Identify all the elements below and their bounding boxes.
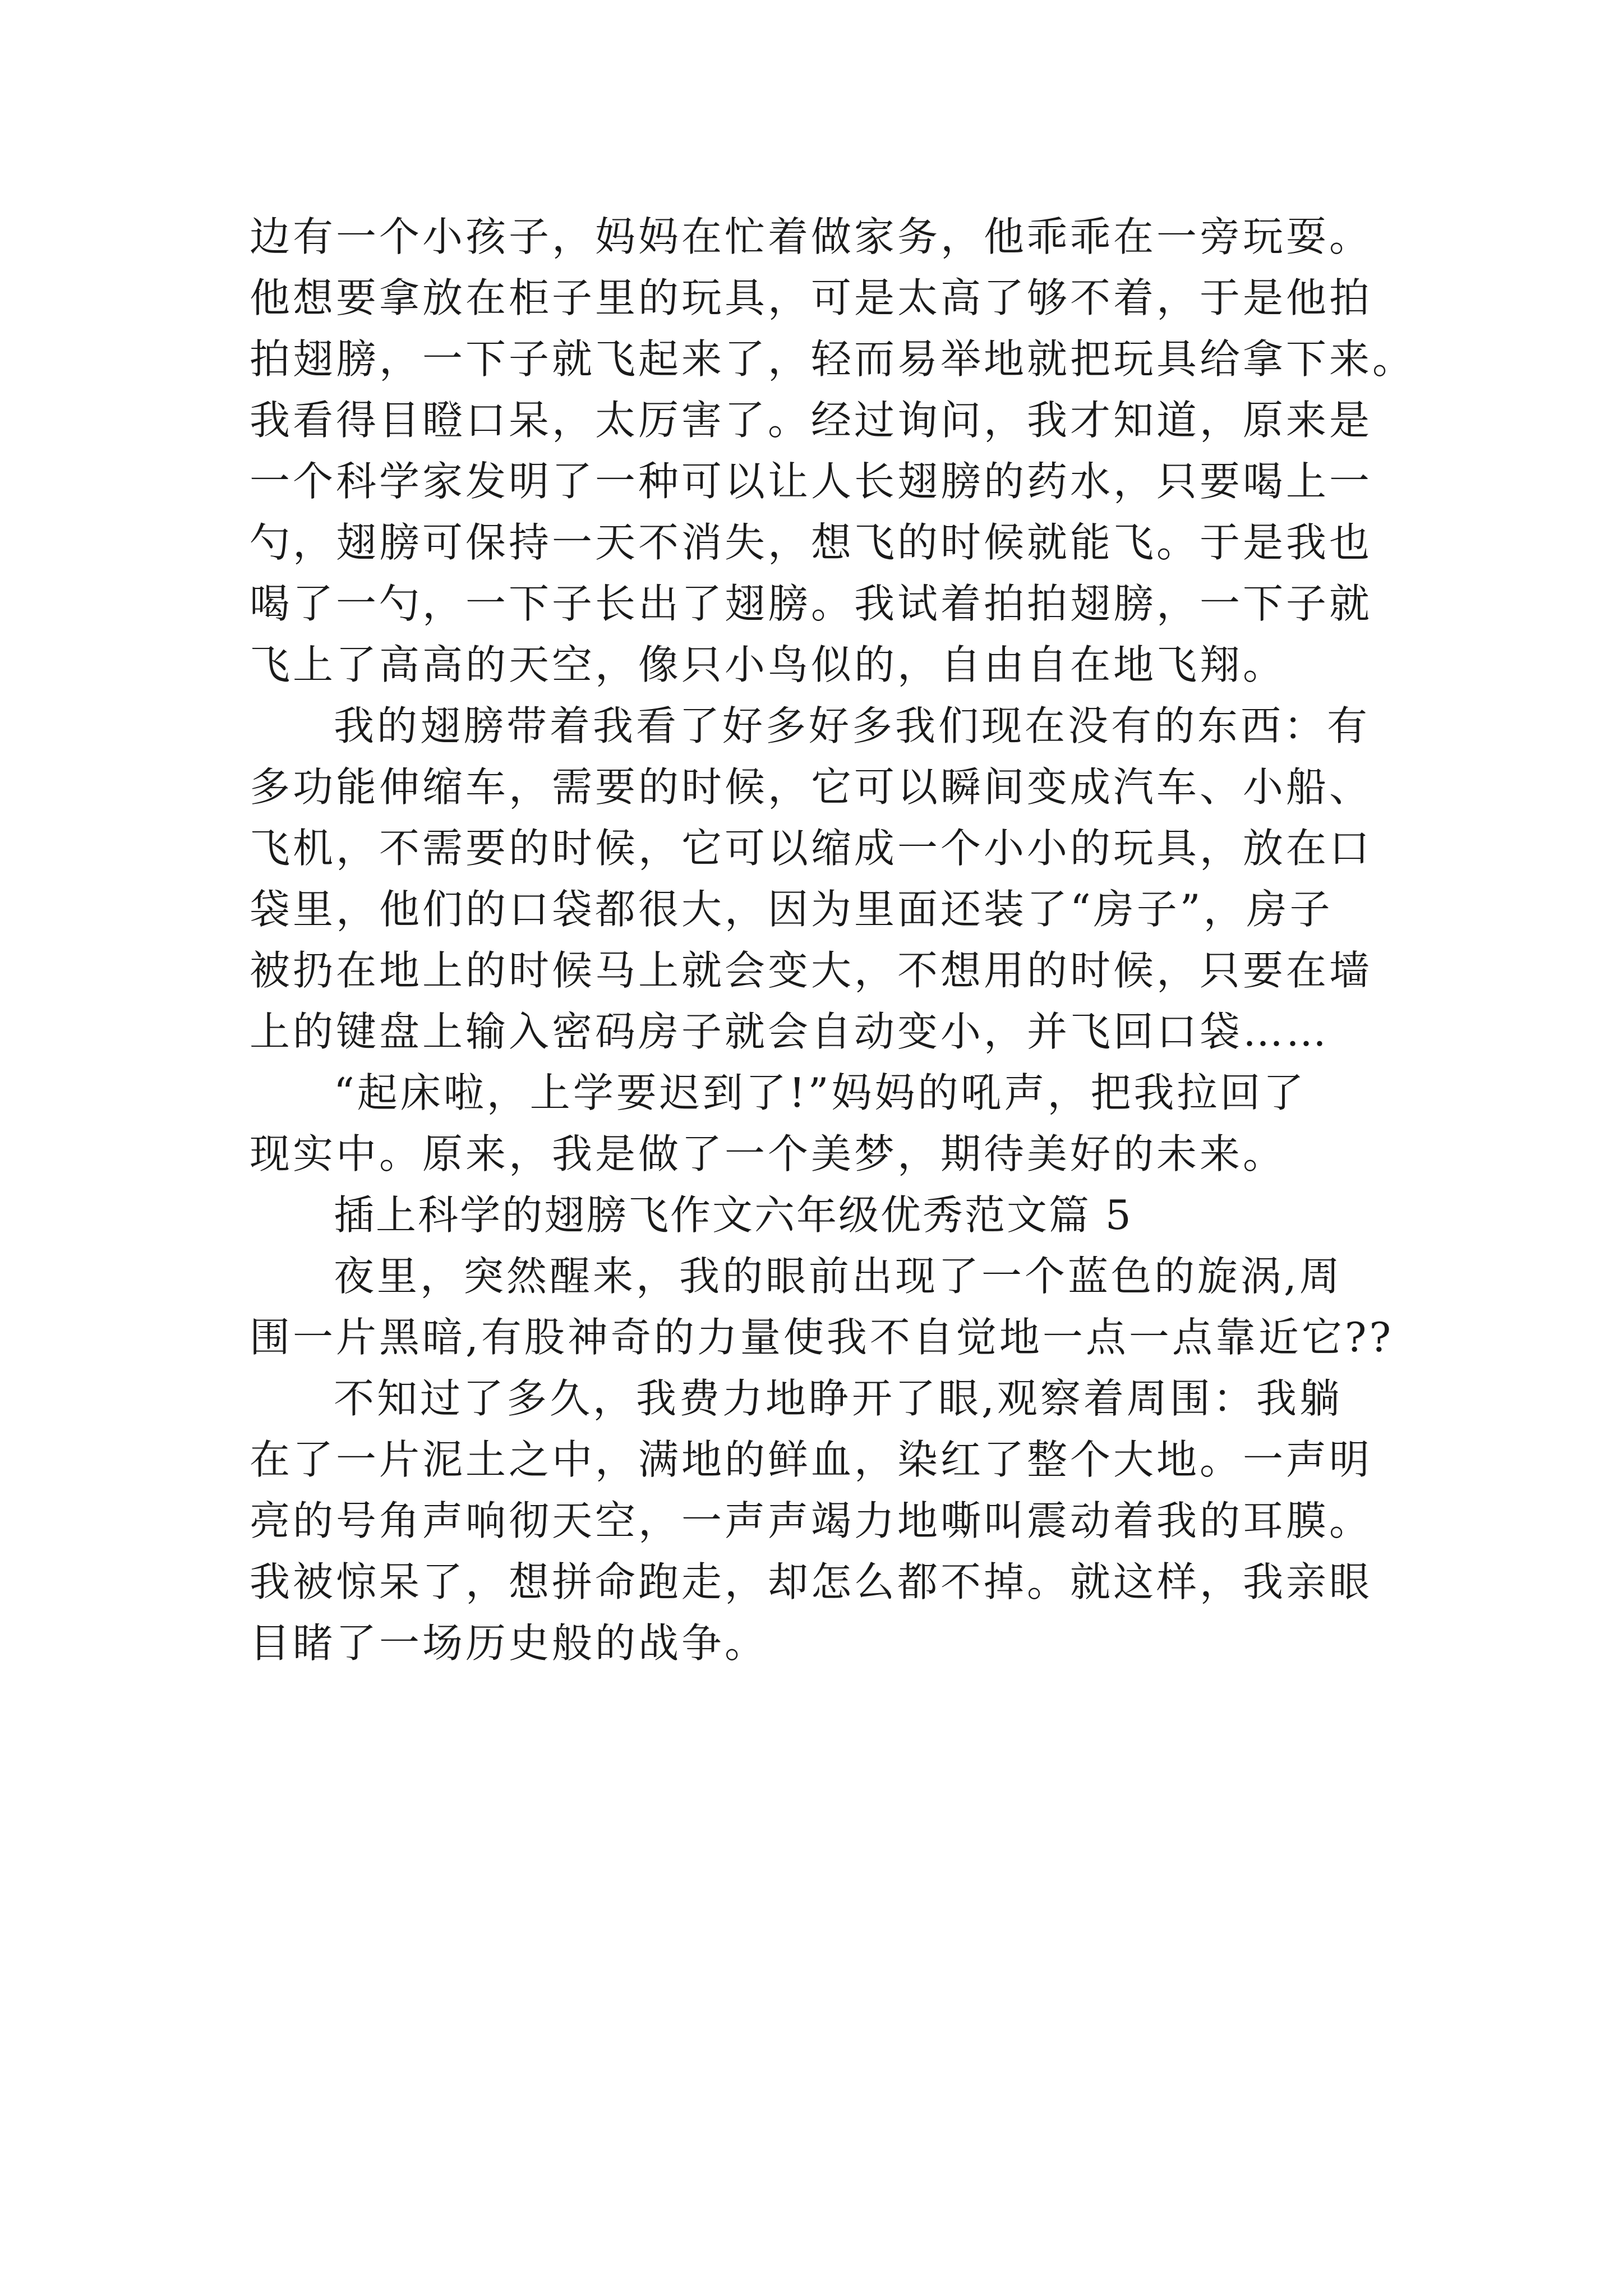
text-line: 在了一片泥土之中，满地的鲜血，染红了整个大地。一声明 xyxy=(250,1436,1373,1483)
essay-body xyxy=(250,206,1416,1674)
text-line: 夜里，突然醒来，我的眼前出现了一个蓝色的旋涡,周 xyxy=(334,1253,1343,1300)
text-line: 上的键盘上输入密码房子就会自动变小，并飞回口袋…… xyxy=(250,1008,1330,1055)
text-line: 多功能伸缩车，需要的时候，它可以瞬间变成汽车、小船、 xyxy=(250,763,1373,811)
text-line: 边有一个小孩子，妈妈在忙着做家务，他乖乖在一旁玩耍。 xyxy=(250,213,1373,260)
text-line: 飞机，不需要的时候，它可以缩成一个小小的玩具，放在口 xyxy=(250,825,1373,872)
text-line: 现实中。原来，我是做了一个美梦，期待美好的未来。 xyxy=(250,1130,1287,1177)
text-line: “起床啦，上学要迟到了!”妈妈的吼声，把我拉回了 xyxy=(334,1069,1307,1116)
text-line: 被扔在地上的时候马上就会变大，不想用的时候，只要在墙 xyxy=(250,947,1373,994)
text-line: 我看得目瞪口呆，太厉害了。经过询问，我才知道，原来是 xyxy=(250,397,1373,444)
text-line: 围一片黑暗,有股神奇的力量使我不自觉地一点一点靠近它?? xyxy=(250,1314,1394,1361)
text-line: 目睹了一场历史般的战争。 xyxy=(250,1619,768,1667)
text-line: 飞上了高高的天空，像只小鸟似的，自由自在地飞翔。 xyxy=(250,641,1287,688)
text-line: 亮的号角声响彻天空，一声声竭力地嘶叫震动着我的耳膜。 xyxy=(250,1497,1373,1544)
section-heading: 插上科学的翅膀飞作文六年级优秀范文篇 5 xyxy=(334,1191,1133,1239)
text-line: 袋里，他们的口袋都很大，因为里面还装了“房子”，房子 xyxy=(250,886,1333,933)
text-line: 不知过了多久，我费力地睁开了眼,观察着周围：我躺 xyxy=(334,1375,1343,1422)
text-line: 拍翅膀，一下子就飞起来了，轻而易举地就把玩具给拿下来。 xyxy=(250,335,1416,383)
text-line: 我的翅膀带着我看了好多好多我们现在没有的东西：有 xyxy=(334,702,1371,749)
text-line: 他想要拿放在柜子里的玩具，可是太高了够不着，于是他拍 xyxy=(250,274,1373,321)
text-line: 勺，翅膀可保持一天不消失，想飞的时候就能飞。于是我也 xyxy=(250,519,1373,566)
text-line: 我被惊呆了，想拼命跑走，却怎么都不掉。就这样，我亲眼 xyxy=(250,1558,1373,1605)
text-line: 一个科学家发明了一种可以让人长翅膀的药水，只要喝上一 xyxy=(250,458,1373,505)
text-line: 喝了一勺，一下子长出了翅膀。我试着拍拍翅膀，一下子就 xyxy=(250,580,1373,627)
